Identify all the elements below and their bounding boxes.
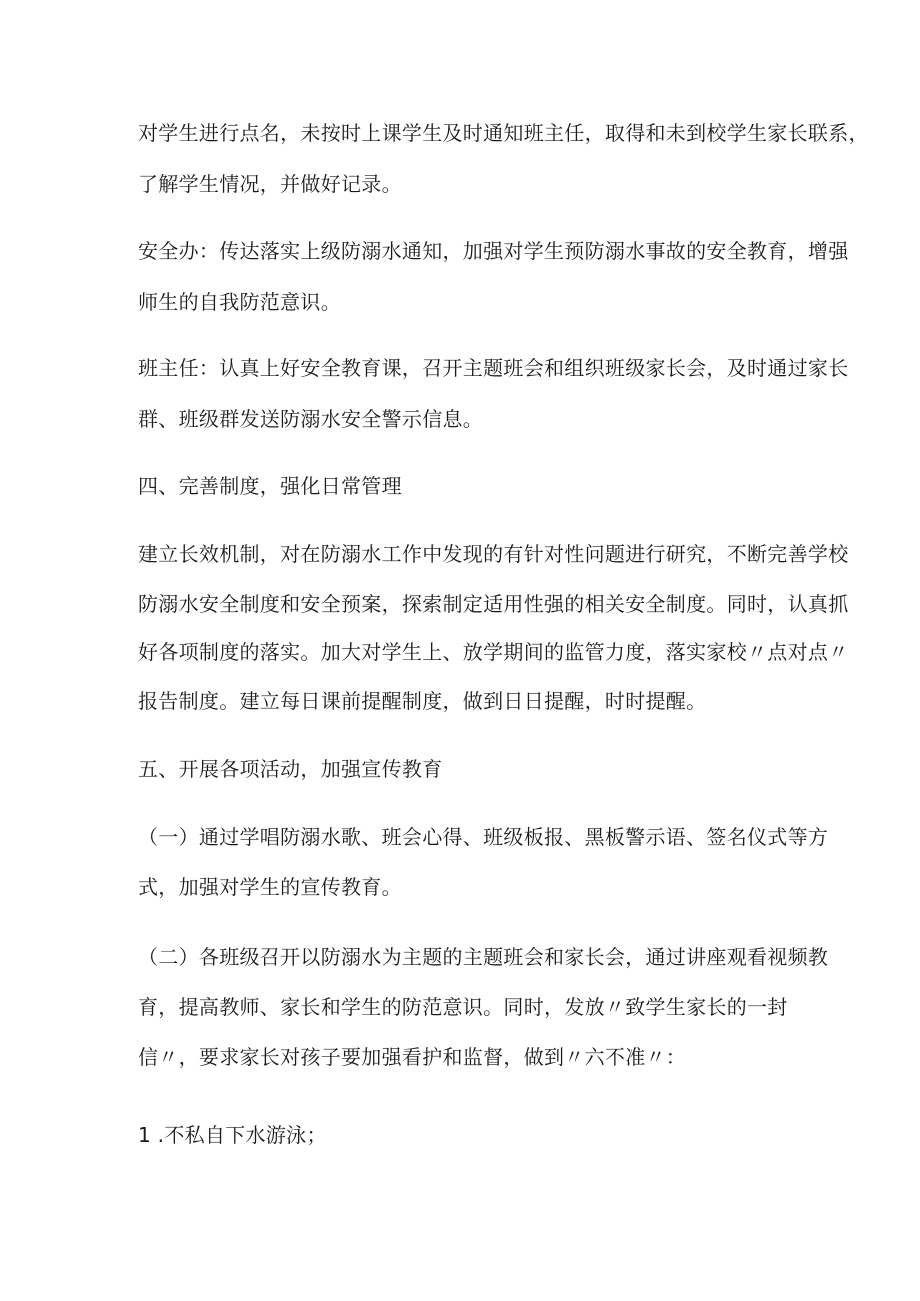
paragraph-activities-1-line-1: （一）通过学唱防溺水歌、班会心得、班级板报、黑板警示语、签名仪式等方: [138, 825, 829, 849]
paragraph-mechanism-line-2: 防溺水安全制度和安全预案，探索制定适用性强的相关安全制度。同时，认真抓: [138, 592, 849, 616]
section-heading-4: 四、完善制度，强化日常管理: [138, 474, 402, 498]
paragraph-safety-office-line-2: 师生的自我防范意识。: [138, 290, 341, 314]
paragraph-head-teacher-line-2: 群、班级群发送防溺水安全警示信息。: [138, 407, 484, 431]
paragraph-activities-2-line-3: 信〃，要求家长对孩子要加强看护和监督，做到〃六不准〃：: [138, 1045, 687, 1069]
list-item-1: 1 .不私自下水游泳；: [138, 1123, 327, 1147]
paragraph-safety-office-line-1: 安全办：传达落实上级防溺水通知，加强对学生预防溺水事故的安全教育，增强: [138, 239, 849, 263]
paragraph-activities-2-line-2: 育，提高教师、家长和学生的防范意识。同时，发放〃致学生家长的一封: [138, 995, 788, 1019]
paragraph-activities-1-line-2: 式，加强对学生的宣传教育。: [138, 875, 402, 899]
paragraph-head-teacher-line-1: 班主任：认真上好安全教育课，召开主题班会和组织班级家长会，及时通过家长: [138, 356, 849, 380]
paragraph-mechanism-line-4: 报告制度。建立每日课前提醒制度，做到日日提醒，时时提醒。: [138, 689, 707, 713]
paragraph-mechanism-line-1: 建立长效机制，对在防溺水工作中发现的有针对性问题进行研究，不断完善学校: [138, 542, 849, 566]
paragraph-activities-2-line-1: （二）各班级召开以防溺水为主题的主题班会和家长会，通过讲座观看视频教: [138, 945, 829, 969]
paragraph-attendance-line-2: 了解学生情况，并做好记录。: [138, 172, 402, 196]
paragraph-attendance-line-1: 对学生进行点名，未按时上课学生及时通知班主任，取得和未到校学生家长联系，: [138, 121, 869, 145]
section-heading-5: 五、开展各项活动，加强宣传教育: [138, 757, 443, 781]
paragraph-mechanism-line-3: 好各项制度的落实。加大对学生上、放学期间的监管力度，落实家校〃点对点〃: [138, 640, 849, 664]
